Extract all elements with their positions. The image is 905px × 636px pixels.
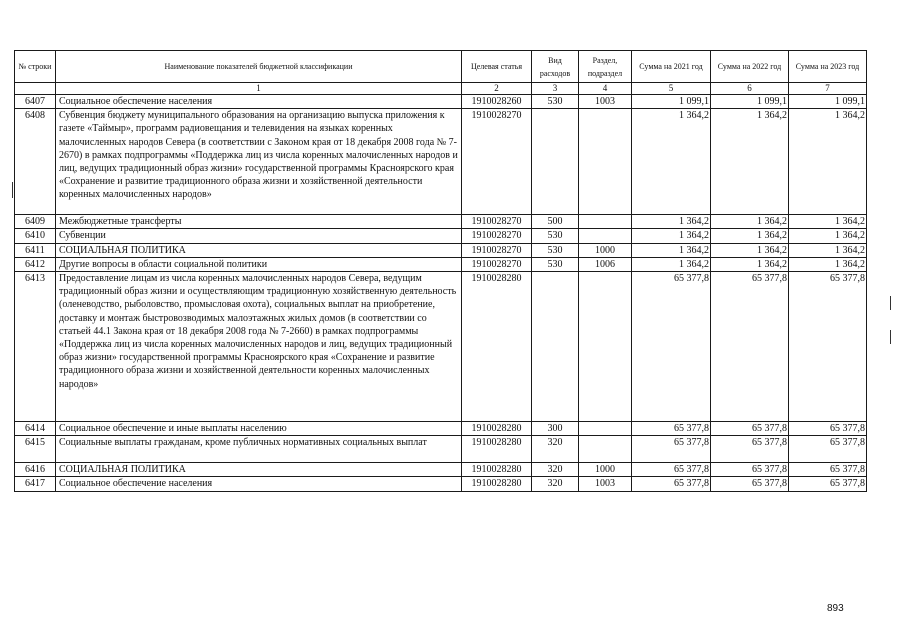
sum-2023: 65 377,8 <box>789 477 867 491</box>
sum-2021: 65 377,8 <box>632 422 711 436</box>
target-article: 1910028280 <box>462 477 532 491</box>
sum-2022: 65 377,8 <box>711 463 789 477</box>
sum-2022: 1 099,1 <box>711 95 789 109</box>
indicator-name: Социальные выплаты гражданам, кроме публичных нормативных социальных выплат <box>56 436 462 463</box>
sum-2023: 1 364,2 <box>789 229 867 243</box>
section-code: 1000 <box>579 243 632 257</box>
row-number: 6413 <box>15 272 56 422</box>
table-row <box>15 477 867 491</box>
expense-type: 530 <box>532 95 579 109</box>
expense-type: 500 <box>532 215 579 229</box>
target-article: 1910028270 <box>462 257 532 271</box>
sum-2021: 65 377,8 <box>632 477 711 491</box>
row-number: 6408 <box>15 109 56 215</box>
section-code: 1006 <box>579 257 632 271</box>
table-row <box>15 272 867 422</box>
sum-2022: 65 377,8 <box>711 272 789 422</box>
target-article: 1910028280 <box>462 463 532 477</box>
target-article: 1910028270 <box>462 229 532 243</box>
sum-2022: 1 364,2 <box>711 243 789 257</box>
section-code: 1003 <box>579 95 632 109</box>
sum-2021: 1 364,2 <box>632 243 711 257</box>
header-sum-2021: Сумма на 2021 год <box>632 51 711 83</box>
target-article: 1910028270 <box>462 215 532 229</box>
expense-type: 320 <box>532 463 579 477</box>
header-sum-2022: Сумма на 2022 год <box>711 51 789 83</box>
expense-type: 300 <box>532 422 579 436</box>
indicator-name: Субвенция бюджету муниципального образования на организацию выпуска приложения к газете «Таймыр», программ радиовещания и телевидения на языках коренных малочисленных народов Севера (в соответствии с Законом края от 18 декабря 2008 года № 7-2670) в рамках подпрограммы «Поддержка лиц из числа коренных малочисленных народов и лиц, ведущих традиционный образ жизни» государственной программы Красноярского края «Сохранение и развитие традиционного образа жизни и хозяйственной деятельности коренных малочисленных народов» <box>56 109 462 215</box>
column-number: 2 <box>462 83 532 95</box>
section-code: 1000 <box>579 463 632 477</box>
target-article: 1910028260 <box>462 95 532 109</box>
row-number: 6407 <box>15 95 56 109</box>
column-number: 1 <box>56 83 462 95</box>
sum-2022: 1 364,2 <box>711 215 789 229</box>
expense-type: 320 <box>532 436 579 463</box>
target-article: 1910028280 <box>462 436 532 463</box>
header-row-number: № строки <box>15 51 56 83</box>
column-number: 7 <box>789 83 867 95</box>
indicator-name: Другие вопросы в области социальной политики <box>56 257 462 271</box>
header-sum-2023: Сумма на 2023 год <box>789 51 867 83</box>
row-number: 6416 <box>15 463 56 477</box>
sum-2023: 1 099,1 <box>789 95 867 109</box>
target-article: 1910028270 <box>462 109 532 215</box>
indicator-name: Субвенции <box>56 229 462 243</box>
sum-2021: 65 377,8 <box>632 272 711 422</box>
row-number: 6410 <box>15 229 56 243</box>
scan-artifact-mark <box>890 296 891 310</box>
column-number: 6 <box>711 83 789 95</box>
scan-artifact-mark <box>12 182 13 198</box>
table-row <box>15 463 867 477</box>
sum-2021: 1 099,1 <box>632 95 711 109</box>
expense-type: 320 <box>532 477 579 491</box>
table-row <box>15 95 867 109</box>
row-number: 6415 <box>15 436 56 463</box>
table-row <box>15 257 867 271</box>
expense-type: 530 <box>532 257 579 271</box>
table-row <box>15 243 867 257</box>
budget-table-sheet <box>14 50 866 492</box>
section-code <box>579 229 632 243</box>
column-number-row <box>15 83 867 95</box>
sum-2022: 65 377,8 <box>711 436 789 463</box>
expense-type <box>532 272 579 422</box>
budget-table <box>14 50 867 492</box>
indicator-name: Социальное обеспечение населения <box>56 477 462 491</box>
sum-2023: 1 364,2 <box>789 109 867 215</box>
table-row <box>15 215 867 229</box>
header-indicator-name: Наименование показателей бюджетной классификации <box>56 51 462 83</box>
sum-2023: 65 377,8 <box>789 272 867 422</box>
page-number: 893 <box>827 603 844 614</box>
sum-2023: 1 364,2 <box>789 243 867 257</box>
indicator-name: СОЦИАЛЬНАЯ ПОЛИТИКА <box>56 463 462 477</box>
sum-2022: 1 364,2 <box>711 109 789 215</box>
sum-2022: 65 377,8 <box>711 477 789 491</box>
sum-2021: 1 364,2 <box>632 109 711 215</box>
sum-2023: 65 377,8 <box>789 463 867 477</box>
sum-2022: 65 377,8 <box>711 422 789 436</box>
indicator-name: Предоставление лицам из числа коренных малочисленных народов Севера, ведущим традиционный образ жизни и осуществляющим традиционную хозяйственную деятельность (оленеводство, рыболовство, промысловая охота), социальных выплат на приобретение, доставку и монтаж быстровозводимых малоэтажных жилых домов (в соответствии со статьей 44.1 Закона края от 18 декабря 2008 года № 7-2660) в рамках подпрограммы «Поддержка лиц из числа коренных малочисленных народов и лиц, ведущих традиционный образ жизни» государственной программы Красноярского края «Сохранение и развитие традиционного образа жизни и хозяйственной деятельности коренных малочисленных народов» <box>56 272 462 422</box>
sum-2021: 1 364,2 <box>632 215 711 229</box>
sum-2022: 1 364,2 <box>711 229 789 243</box>
target-article: 1910028270 <box>462 243 532 257</box>
column-number <box>15 83 56 95</box>
section-code <box>579 215 632 229</box>
table-row <box>15 229 867 243</box>
row-number: 6412 <box>15 257 56 271</box>
header-expense-type: Вид расходов <box>532 51 579 83</box>
sum-2022: 1 364,2 <box>711 257 789 271</box>
row-number: 6414 <box>15 422 56 436</box>
sum-2021: 65 377,8 <box>632 436 711 463</box>
indicator-name: Социальное обеспечение населения <box>56 95 462 109</box>
sum-2023: 1 364,2 <box>789 215 867 229</box>
table-row <box>15 422 867 436</box>
section-code <box>579 109 632 215</box>
sum-2023: 65 377,8 <box>789 436 867 463</box>
sum-2021: 65 377,8 <box>632 463 711 477</box>
header-target-article: Целевая статья <box>462 51 532 83</box>
section-code <box>579 272 632 422</box>
table-row <box>15 436 867 463</box>
target-article: 1910028280 <box>462 422 532 436</box>
header-row <box>15 51 867 83</box>
indicator-name: Межбюджетные трансферты <box>56 215 462 229</box>
expense-type <box>532 109 579 215</box>
column-number: 3 <box>532 83 579 95</box>
column-number: 4 <box>579 83 632 95</box>
row-number: 6411 <box>15 243 56 257</box>
indicator-name: СОЦИАЛЬНАЯ ПОЛИТИКА <box>56 243 462 257</box>
sum-2021: 1 364,2 <box>632 229 711 243</box>
section-code <box>579 436 632 463</box>
table-row <box>15 109 867 215</box>
row-number: 6417 <box>15 477 56 491</box>
section-code: 1003 <box>579 477 632 491</box>
indicator-name: Социальное обеспечение и иные выплаты населению <box>56 422 462 436</box>
scan-artifact-mark <box>890 330 891 344</box>
section-code <box>579 422 632 436</box>
header-section: Раздел, подраздел <box>579 51 632 83</box>
target-article: 1910028280 <box>462 272 532 422</box>
column-number: 5 <box>632 83 711 95</box>
row-number: 6409 <box>15 215 56 229</box>
expense-type: 530 <box>532 229 579 243</box>
sum-2021: 1 364,2 <box>632 257 711 271</box>
sum-2023: 1 364,2 <box>789 257 867 271</box>
sum-2023: 65 377,8 <box>789 422 867 436</box>
expense-type: 530 <box>532 243 579 257</box>
